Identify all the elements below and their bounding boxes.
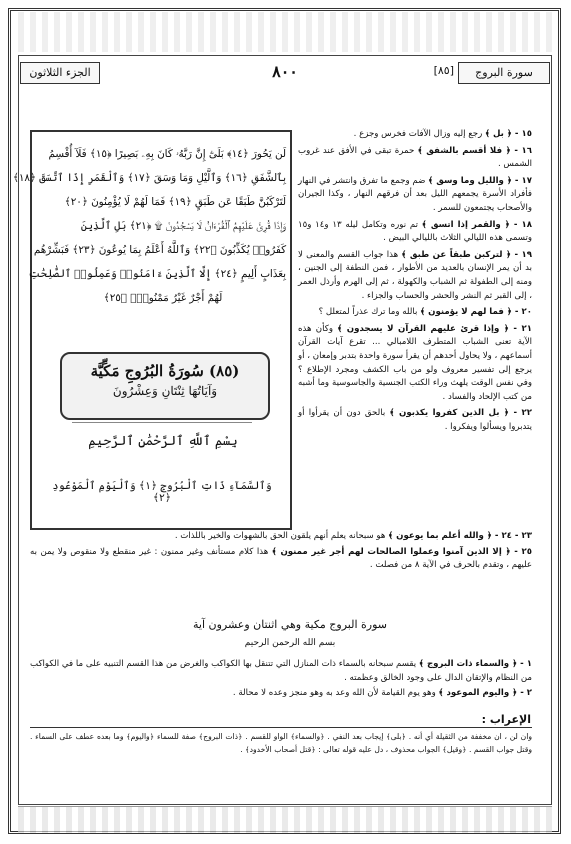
surah-divider-basmala: بسم الله الرحمن الرحيم (244, 638, 336, 648)
page-header (20, 62, 550, 86)
verse-line: بِعَذَابٍ أَلِيمٍ ﴿٢٤﴾ إِلَّا ٱلَّذِينَ ءَامَنُوا۟ وَعَمِلُوا۟ ٱلصَّٰلِحَٰتِ (28, 268, 286, 280)
ornament-divider (72, 422, 252, 423)
tafsir-entry: ٢٥ - ﴿ إلا الذين آمنوا وعملوا الصالحات لهم أجر غير ممنون ﴾ هذا كلام مستأنف وغير ممنون : غير منقطع ولا منقوص ولا يمن به عليهم ، وتقدم بالحرف في الآية ٨ من فصلت . (30, 546, 532, 571)
tafsir-entry: ٢٣ - ٢٤ - ﴿ والله أعلم بما يوعون ﴾ هو سبحانه يعلم أنهم يلقون الحق بالشهوات والخير باللذات . (174, 531, 532, 541)
surah-name-label: سورة البروج (458, 62, 550, 84)
irab-text: وان لن ، ان مخففة من الثقيلة أي أنه . ﴿بلى﴾ إيجاب بعد النفي . ﴿والسماء﴾ الواو للقسم . ﴿ذات البروج﴾ صفة للسماء ﴿واليوم﴾ وما بعده عطف على السماء . وقتل جواب القسم . ﴿وقيل﴾ الجواب محذوف ، دل عليه قوله تعالى : ﴿قتل أصحاب الأخدود﴾ . (30, 732, 532, 754)
juz-label: الجزء الثلاثون (20, 62, 100, 84)
tafsir-right-column (298, 128, 532, 437)
irab-divider (30, 727, 532, 728)
tafsir-entry: ٢١ - ﴿ وإذا قرئ عليهم القرآن لا يسجدون ﴾ وكأن هذه الآية تعنى الشباب المتطرف اللامبالي ... تقرع آيات القرآن أسماعهم ، ولا يحاول أحدهم أن يقرأ سورة واحدة بتدبر وإمعان ، أو يرجع إلى تفسير معروف ولو من باب الكشف ومجرد الإطلاع ؟ وفي نفس الوقت يلهث وراء الكتب الجنسية والجاسوسية وما أشبه من كتب الإلحاد والفساد . (298, 323, 532, 402)
tafsir-entry: ١٦ - ﴿ فلا أقسم بالشفق ﴾ حمرة تبقى في الأفق عند غروب الشمس . (298, 145, 533, 170)
surah-verse-count: وَآيَاتُهَا ثِنْتَانِ وَعِشْرُونَ (112, 384, 218, 398)
tafsir-entry: ٢٠ - ﴿ فما لهم لا يؤمنون ﴾ بالله وما ترك عذراً لمتعلل ؟ (318, 307, 532, 318)
tafsir-bottom (30, 658, 532, 703)
verse-line: لَتَرْكَبُنَّ طَبَقًا عَن طَبَقٍ ﴿١٩﴾ فَمَا لَهُمْ لَا يُؤْمِنُونَ ﴿٢٠﴾ (64, 196, 286, 208)
surah-title-cartouche (60, 352, 270, 420)
page-number: ٨٠٠ (272, 62, 298, 81)
verse-line: لَن يَحُورَ ﴿١٤﴾ بَلَىٰٓ إِنَّ رَبَّهُۥ كَانَ بِهِۦ بَصِيرًا ﴿١٥﴾ فَلَآ أُقْسِمُ (48, 148, 286, 160)
verse-line: لَهُمْ أَجْرٌ غَيْرُ مَمْنُونٍۭ ﴿٢٥﴾ (103, 292, 223, 304)
quran-text-box (12, 130, 292, 530)
verse-line: وَإِذَا قُرِئَ عَلَيْهِمُ ٱلْقُرْءَانُ لَا يَسْجُدُونَ ۩ ﴿٢١﴾ بَلِ ٱلَّذِينَ (80, 220, 286, 232)
verse-line: كَفَرُوا۟ يُكَذِّبُونَ ﴿٢٢﴾ وَٱللَّهُ أَعْلَمُ بِمَا يُوعُونَ ﴿٢٣﴾ فَبَشِّرْهُم (33, 244, 286, 256)
bottom-ornament (18, 806, 552, 833)
tafsir-entry: ١٥ - ﴿ بل ﴾ رجع إليه وزال الآفات فخرس وجزع . (353, 129, 532, 139)
tafsir-entry: ٢ - ﴿ واليوم الموعود ﴾ وهو يوم القيامة لأن الله وعد به وهو منجز وعده لا محالة . (232, 688, 532, 699)
irab-heading: الإعراب : (481, 713, 531, 726)
opening-verses: وَٱلسَّمَآءِ ذَاتِ ٱلْبُرُوجِ ﴿١﴾ وَٱلْيَوْمِ ٱلْمَوْعُودِ ﴿٢﴾ (52, 480, 272, 504)
tafsir-entry: ٢٢ - ﴿ بل الذين كفروا يكذبون ﴾ بالحق دون أن يقرأوا أو يتدبروا ويسألوا ويفكروا . (298, 408, 533, 432)
verse-line: بِٱلشَّفَقِ ﴿١٦﴾ وَٱلَّيْلِ وَمَا وَسَقَ ﴿١٧﴾ وَٱلْقَمَرِ إِذَا ٱتَّسَقَ ﴿١٨﴾ (12, 172, 286, 184)
tafsir-full-width (30, 530, 532, 575)
tafsir-entry: ١ - ﴿ والسماء ذات البروج ﴾ يقسم سبحانه بالسماء ذات المنازل التي تتنقل بها الكواكب والغرض من هذا القسم التنبيه على ما في الكواكب من النظام والإتقان الدال على وجود الخالق وعظمته . (30, 659, 532, 683)
surah-divider-title: سورة البروج مكية وهي اثنتان وعشرون آية (193, 618, 387, 631)
surah-title: (٨٥) سُورَةُ البُرُوجِ مَكِّيَّة (90, 362, 240, 380)
tafsir-entry: ١٨ - ﴿ والقمر إذا اتسق ﴾ تم نوره وتكامل ليله ١٣ و١٤ و١٥ وتسمى هذه الليالي الثلاث بالليالي البيض . (298, 219, 532, 244)
surah-number: [٨٥] (433, 64, 454, 77)
basmala: بِسْمِ ٱللَّهِ ٱلرَّحْمَٰنِ ٱلرَّحِيمِ (88, 434, 238, 449)
tafsir-entry: ١٩ - ﴿ لتركبن طبقاً عن طبق ﴾ هذا جواب القسم والمعنى لا بد أن يمر الإنسان بالعديد من الأطوار ، فمن النطفة إلى الجنين ، ومنه إلى الطفولة ثم الشباب والكهولة ، ثم إلى الهرم وأرذل العمر ، إلى القبر ثم النشر والحشر والحساب والجزاء . (298, 249, 532, 301)
quran-verses (12, 142, 286, 310)
tafsir-entry: ١٧ - ﴿ والليل وما وسق ﴾ ضم وجمع ما تفرق وانتشر في النهار فأفراد الأسرة يجمعهم الليل بعد أن فرقهم النهار ، وكذا الجيران والأصحاب يجتمعون للسمر . (298, 175, 532, 213)
